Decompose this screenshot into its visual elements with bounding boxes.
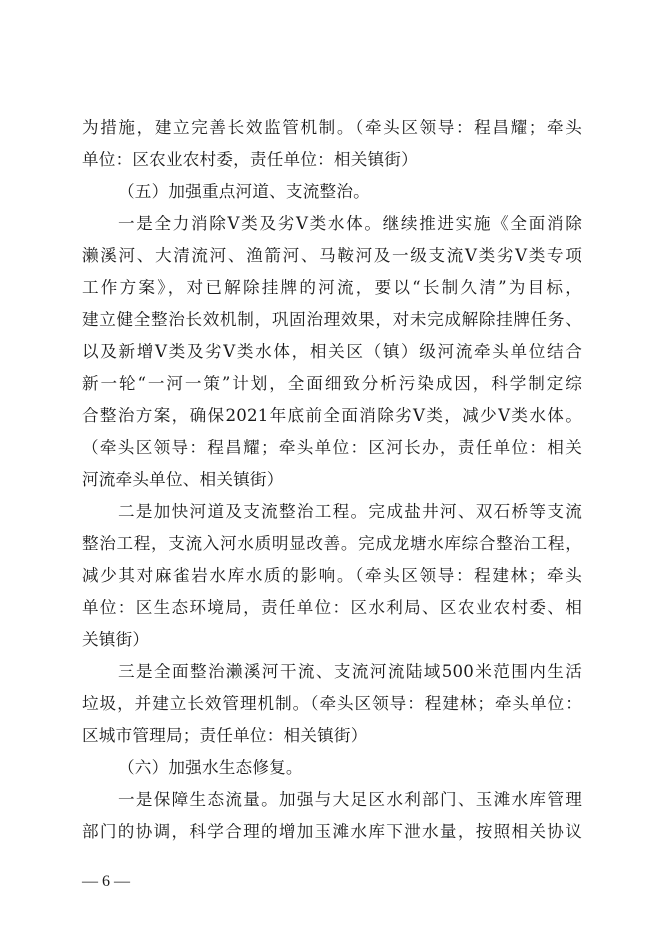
body-text-line: 河流牵头单位、相关镇街） <box>82 470 284 489</box>
body-text-line: 减少其对麻雀岩水库水质的影响。（牵头区领导：程建林；牵头 <box>82 566 582 585</box>
body-text-line: 工作方案》，对已解除挂牌的河流，要以“长制久清”为目标， <box>82 278 582 297</box>
body-text-line: 濑溪河、大清流河、渔箭河、马鞍河及一级支流Ⅴ类劣Ⅴ类专项 <box>82 246 582 265</box>
body-text-line: 一是保障生态流量。加强与大足区水利部门、玉滩水库管理 <box>118 790 582 809</box>
body-text-line: 为措施，建立完善长效监管机制。（牵头区领导：程昌耀；牵头 <box>82 118 582 137</box>
body-text-line: （牵头区领导：程昌耀；牵头单位：区河长办，责任单位：相关 <box>82 438 582 457</box>
body-text-line: 新一轮“一河一策”计划，全面细致分析污染成因，科学制定综 <box>82 374 582 393</box>
body-text-line: 三是全面整治濑溪河干流、支流河流陆域500米范围内生活 <box>118 662 582 681</box>
body-text-line: 整治工程，支流入河水质明显改善。完成龙塘水库综合整治工程， <box>82 534 582 553</box>
body-text-line: 部门的协调，科学合理的增加玉滩水库下泄水量，按照相关协议 <box>82 822 582 841</box>
body-text-line: 以及新增Ⅴ类及劣Ⅴ类水体，相关区（镇）级河流牵头单位结合 <box>82 342 582 361</box>
body-text-line: 二是加快河道及支流整治工程。完成盐井河、双石桥等支流 <box>118 502 582 521</box>
body-text-line: 单位：区农业农村委，责任单位：相关镇街） <box>82 150 418 169</box>
section-heading: （六）加强水生态修复。 <box>118 758 303 777</box>
body-text-line: 垃圾，并建立长效管理机制。（牵头区领导：程建林；牵头单位： <box>82 694 582 713</box>
body-text-line: 建立健全整治长效机制，巩固治理效果，对未完成解除挂牌任务、 <box>82 310 582 329</box>
body-text-line: 一是全力消除Ⅴ类及劣Ⅴ类水体。继续推进实施《全面消除 <box>118 214 582 233</box>
body-text-line: 区城市管理局；责任单位：相关镇街） <box>82 726 368 745</box>
body-text-line: 合整治方案，确保2021年底前全面消除劣Ⅴ类，减少Ⅴ类水体。 <box>82 406 582 425</box>
section-heading: （五）加强重点河道、支流整治。 <box>118 182 370 201</box>
body-text-line: 关镇街） <box>82 630 150 649</box>
page-number: — 6 — <box>82 873 130 890</box>
body-text-line: 单位：区生态环境局，责任单位：区水利局、区农业农村委、相 <box>82 598 582 617</box>
